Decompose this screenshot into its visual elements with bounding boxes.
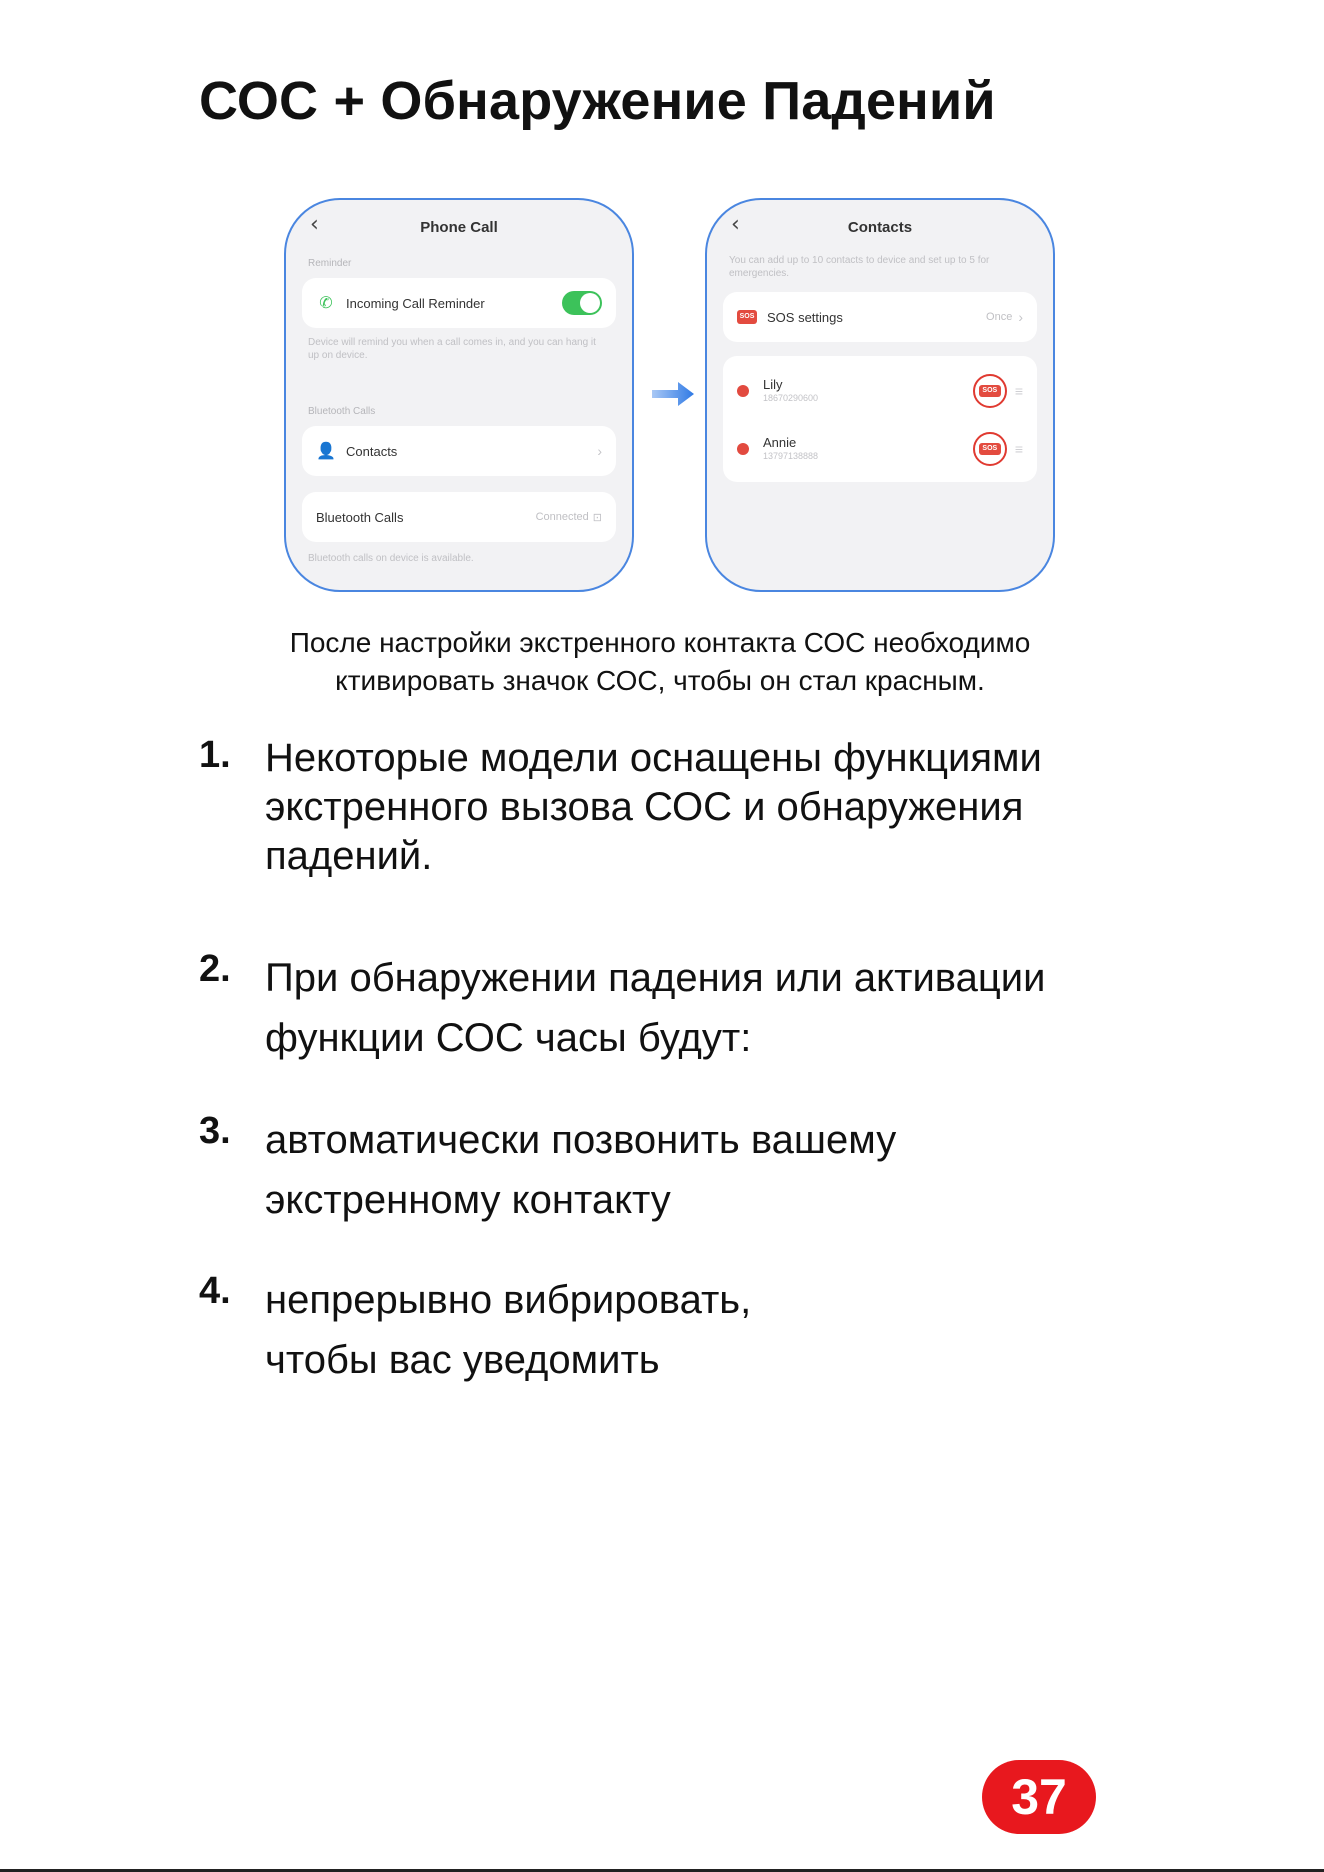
phone-call-title: Phone Call — [420, 219, 498, 236]
contacts-title: Contacts — [847, 219, 913, 236]
bluetooth-calls-card — [302, 492, 616, 542]
contact-info — [763, 378, 973, 404]
contacts-row[interactable] — [302, 426, 616, 476]
chevron-right-icon: › — [1018, 309, 1023, 325]
section-label-bluetooth: Bluetooth Calls — [308, 406, 376, 417]
sos-settings-row[interactable] — [723, 292, 1037, 342]
caption-line: После настройки экстренного контакта СОС необходимо — [289, 627, 1031, 658]
page-title: СОС + Обнаружение Падений — [199, 71, 996, 131]
list-line: функции СОС часы будут: — [265, 1016, 752, 1060]
contact-phone: 18670290600 — [763, 393, 819, 403]
chevron-left-icon: ‹ — [731, 212, 740, 237]
contact-info — [763, 436, 973, 462]
list-line: автоматически позвонить вашему — [265, 1118, 897, 1162]
chevron-left-icon: ‹ — [310, 212, 319, 237]
reminder-note: Device will remind you when a call comes in, and you can hang it up on device. — [308, 337, 596, 361]
sos-settings-card[interactable] — [723, 292, 1037, 342]
sos-toggle-button[interactable] — [973, 432, 1007, 466]
incoming-call-card — [302, 278, 616, 328]
contacts-header — [707, 212, 1053, 242]
sos-settings-label: SOS settings — [767, 309, 843, 325]
list-number: 1. — [199, 734, 231, 776]
list-line: экстренному контакту — [265, 1178, 671, 1222]
list-line: чтобы вас уведомить — [265, 1338, 660, 1382]
list-number: 2. — [199, 948, 231, 990]
incoming-call-row — [302, 278, 616, 328]
sos-icon: SOS — [979, 443, 1001, 455]
section-label-reminder: Reminder — [308, 258, 352, 269]
caption-line: ктивировать значок СОС, чтобы он стал красным. — [335, 665, 985, 696]
bluetooth-note: Bluetooth calls on device is available. — [308, 553, 474, 564]
contact-row[interactable] — [723, 420, 1037, 478]
contact-phone: 13797138888 — [763, 451, 819, 461]
contacts-list-card — [723, 356, 1037, 482]
list-line: Некоторые модели оснащены функциями — [265, 736, 1042, 780]
delete-contact-icon[interactable] — [737, 385, 749, 397]
phone-call-screenshot — [284, 198, 634, 592]
list-number: 3. — [199, 1110, 231, 1152]
sos-icon: SOS — [737, 310, 757, 324]
contacts-label: Contacts — [346, 443, 398, 459]
link-icon: ⊡ — [592, 511, 602, 524]
bluetooth-status: Connected — [535, 511, 589, 523]
incoming-call-toggle[interactable] — [562, 291, 602, 315]
incoming-call-label: Incoming Call Reminder — [346, 295, 485, 311]
list-text — [265, 1270, 1195, 1390]
contacts-note: You can add up to 10 contacts to device and set up to 5 for emergencies. — [729, 255, 990, 279]
drag-handle-icon[interactable]: ≡ — [1014, 383, 1023, 399]
list-line: При обнаружении падения или активации — [265, 956, 1046, 1000]
delete-contact-icon[interactable] — [737, 443, 749, 455]
bluetooth-calls-label: Bluetooth Calls — [316, 509, 404, 525]
chevron-right-icon: › — [597, 443, 602, 459]
contacts-screenshot — [705, 198, 1055, 592]
sos-toggle-button[interactable] — [973, 374, 1007, 408]
phone-call-icon: ✆ — [319, 295, 333, 312]
contact-name: Lily — [763, 377, 783, 392]
arrow-right-icon — [648, 378, 698, 410]
contact-name: Annie — [763, 435, 797, 450]
list-text — [265, 734, 1195, 881]
list-line: экстренного вызова СОС и обнаружения — [265, 785, 1024, 829]
sos-icon: SOS — [979, 385, 1001, 397]
caption — [160, 624, 1160, 700]
list-line: непрерывно вибрировать, — [265, 1278, 752, 1322]
list-number: 4. — [199, 1270, 231, 1312]
list-text — [265, 1110, 1195, 1230]
page-number: 37 — [982, 1760, 1096, 1834]
bluetooth-calls-row — [302, 492, 616, 542]
contact-row[interactable] — [723, 362, 1037, 420]
person-icon: 👤 — [316, 443, 336, 460]
drag-handle-icon[interactable]: ≡ — [1014, 441, 1023, 457]
contacts-card[interactable] — [302, 426, 616, 476]
sos-settings-value: Once — [986, 311, 1013, 323]
phone-call-header — [286, 212, 632, 242]
list-line: падений. — [265, 834, 433, 878]
list-text — [265, 948, 1195, 1068]
